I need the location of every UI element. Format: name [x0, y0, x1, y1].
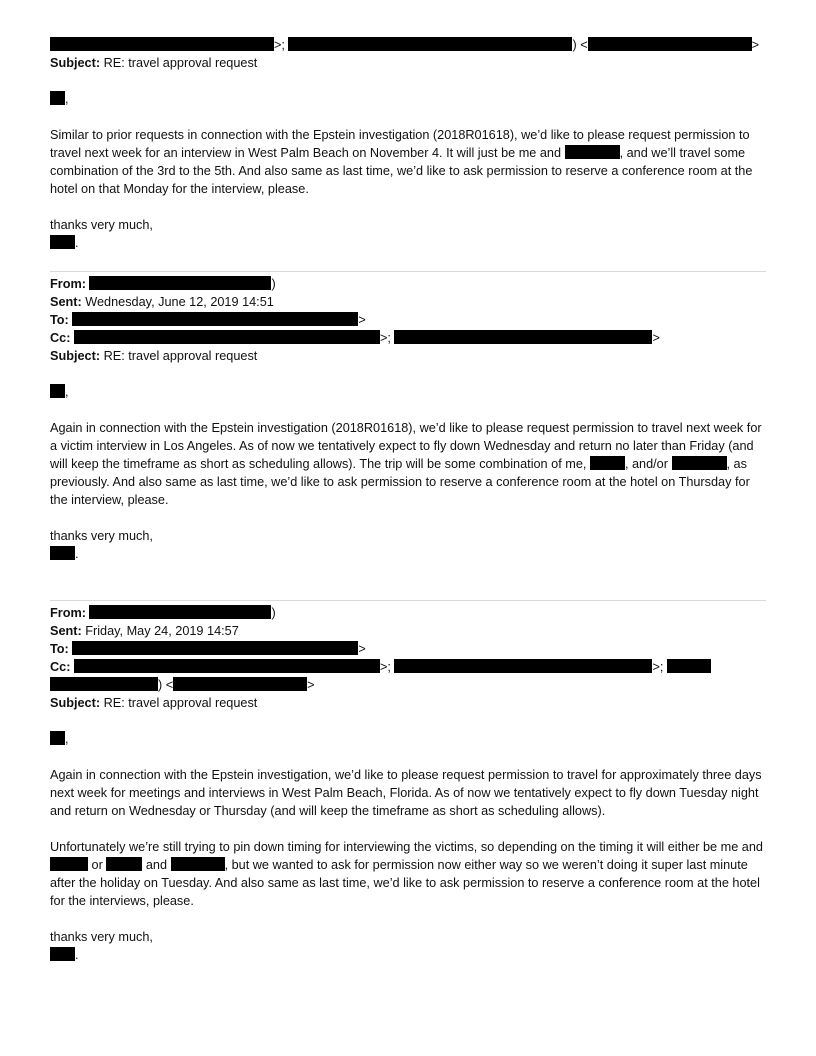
email1-address-line: >; ) < >: [50, 36, 759, 54]
email3-from-line: From: ): [50, 606, 276, 620]
redaction-block: [50, 731, 65, 745]
email2-cc-line: Cc: >; >: [50, 331, 660, 345]
redaction-block: [50, 947, 75, 961]
redaction-block: [288, 37, 572, 51]
email2-from-line: From: ): [50, 277, 276, 291]
email2-greeting: ,: [50, 383, 69, 401]
redaction-block: [590, 456, 625, 470]
email1-subject-line: [50, 54, 257, 72]
redaction-block: [672, 456, 727, 470]
redaction-block: [394, 659, 652, 673]
email2-subject-line: Subject: RE: travel approval request: [50, 349, 258, 363]
email3-closing: thanks very much,: [50, 930, 153, 944]
email3-body-paragraph-2: Unfortunately we’re still trying to pin down timing for interviewing the victims, so depending on the timing it will either be me and or and , but we wanted to ask for permission now either way so we weren’t doing it super last minute after the holiday on Tuesday. And also same as last time, we’d like to ask permission to reserve a conference room at the hotel for the interviews, please.: [50, 840, 763, 908]
email3-sent-line: Sent: Friday, May 24, 2019 14:57: [50, 624, 239, 638]
redaction-block: [588, 37, 752, 51]
email2-to-line: To: >: [50, 313, 366, 327]
redaction-block: [89, 605, 271, 619]
email3-body-paragraph-1: Again in connection with the Epstein investigation, we’d like to please request permission to travel for approximately three days next week for meetings and interviews in West Palm Beach, Florida. As of now we tentatively expect to fly down Tuesday night and return on Wednesday or Thursday (and will keep the timeframe as short as scheduling allows).: [50, 768, 762, 818]
redaction-block: [50, 37, 274, 51]
redaction-block: [50, 857, 88, 871]
redaction-block: [106, 857, 142, 871]
email1-closing: thanks very much,: [50, 218, 153, 232]
email3-signature: .: [50, 946, 79, 964]
message-separator: [50, 600, 766, 601]
redaction-block: [50, 384, 65, 398]
email2-sent-line: Sent: Wednesday, June 12, 2019 14:51: [50, 295, 274, 309]
email3-cc-line-continued: ) < >: [50, 676, 315, 694]
email1-signature: .: [50, 234, 79, 252]
redaction-block: [394, 330, 652, 344]
email2-body-paragraph: Again in connection with the Epstein investigation (2018R01618), we’d like to please request permission to travel next week for a victim interview in Los Angeles. As of now we tentatively expect to fly down Wednesday and return no later than Friday (and will keep the timeframe as short as scheduling allows). The trip will be some combination of me, , and/or , as previously. And also same as last time, we’d like to ask permission to reserve a conference room at the hotel on Thursday for the interview, please.: [50, 421, 762, 507]
redaction-block: [74, 330, 380, 344]
redaction-block: [74, 659, 380, 673]
redaction-block: [72, 641, 358, 655]
email3-cc-line: Cc: >; >;: [50, 658, 711, 676]
redaction-block: [72, 312, 358, 326]
redaction-block: [171, 857, 225, 871]
email3-to-line: To: >: [50, 642, 366, 656]
email1-body-paragraph: Similar to prior requests in connection with the Epstein investigation (2018R01618), we’d like to please request permission to travel next week for an interview in West Palm Beach on November 4. It will just be me and , and we’ll travel some combination of the 3rd to the 5th. And also same as last time, we’d like to ask permission to reserve a conference room at the hotel on that Monday for the interview, please.: [50, 128, 753, 196]
subject-text: RE: travel approval request: [100, 56, 258, 70]
email2-signature: .: [50, 545, 79, 563]
email2-closing: thanks very much,: [50, 529, 153, 543]
message-separator: [50, 271, 766, 272]
redaction-block: [50, 677, 158, 691]
redaction-block: [667, 659, 711, 673]
email3-greeting: ,: [50, 730, 69, 748]
redaction-block: [89, 276, 271, 290]
email3-subject-line: Subject: RE: travel approval request: [50, 696, 258, 710]
redaction-block: [173, 677, 307, 691]
email1-greeting: ,: [50, 90, 69, 108]
redaction-block: [565, 145, 620, 159]
redaction-block: [50, 546, 75, 560]
subject-label: Subject:: [50, 56, 101, 70]
redaction-block: [50, 235, 75, 249]
redaction-block: [50, 91, 65, 105]
